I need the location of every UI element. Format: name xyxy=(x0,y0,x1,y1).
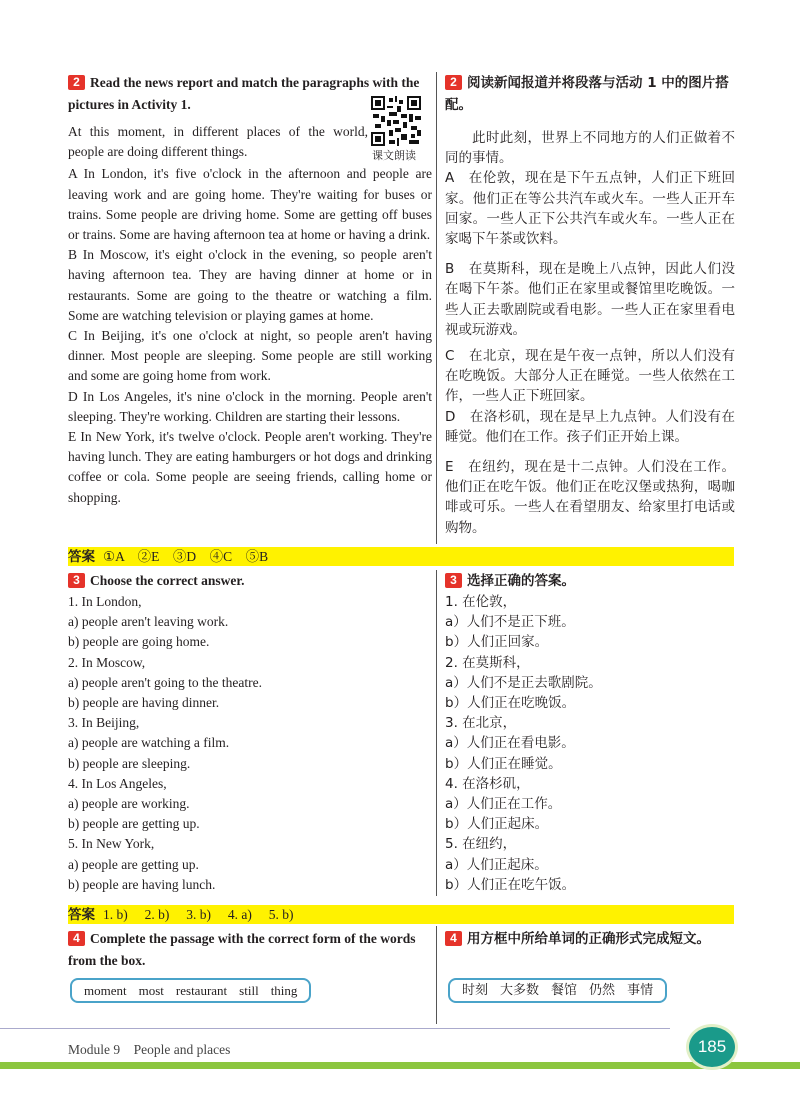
section4-title-zh: 4 用方框中所给单词的正确形式完成短文。 xyxy=(445,928,735,950)
list-item: a）人们正起床。 xyxy=(445,856,548,873)
para-a-en: A In London, it's five o'clock in the afternoon and people are leaving work and are going home. They're waiting for buses or trains. Some people are driving home. Some are getting off buses or trains. Some are having afternoon tea at home or having a drink. xyxy=(68,166,432,243)
word: moment xyxy=(84,983,127,998)
para-e-zh: E 在纽约，现在是十二点钟。人们没在工作。他们正在吃午饭。他们正在吃汉堡或热狗，喝咖啡或可乐。一些人在看望朋友、给家里打电话或购物。 xyxy=(445,459,735,536)
list-item: 5. 在纽约， xyxy=(445,836,517,853)
list-item: a) people are working. xyxy=(68,796,190,812)
para-d-zh: D 在洛杉矶，现在是早上九点钟。人们没有在睡觉。他们在工作。孩子们正开始上课。 xyxy=(445,408,735,445)
footer-module: Module 9 People and places xyxy=(68,1042,231,1057)
list-item: a）人们正在看电影。 xyxy=(445,735,575,752)
section3-title-zh: 3 选择正确的答案。 xyxy=(445,570,735,592)
section2-title-en: 2 Read the news report and match the paragraphs with the pictures in Activity 1. xyxy=(68,75,420,112)
section-number: 4 xyxy=(68,931,85,946)
answer-values: 1. b) 2. b) 3. b) 4. a) 5. b) xyxy=(103,907,294,922)
word-box-en xyxy=(70,978,311,1003)
list-item: 5. In New York, xyxy=(68,836,155,852)
qr-code-icon[interactable] xyxy=(371,96,421,146)
section3-title-en: 3 Choose the correct answer. xyxy=(68,570,432,592)
list-item: 1. In London, xyxy=(68,594,142,609)
list-item: a) people are getting up. xyxy=(68,856,199,872)
list-item: a）人们不是正下班。 xyxy=(445,614,575,631)
list-item: b）人们正在睡觉。 xyxy=(445,755,562,772)
list-item: b) people are having lunch. xyxy=(68,876,216,892)
section-number: 2 xyxy=(445,75,462,90)
list-item: b) people are going home. xyxy=(68,634,210,650)
word: thing xyxy=(270,983,298,998)
list-item: b) people are having dinner. xyxy=(68,695,220,711)
intro-zh: 此时此刻，世界上不同地方的人们正做着不同的事情。 xyxy=(445,130,735,167)
intro-en: At this moment, in different places of the world, people are doing different things. xyxy=(68,124,368,160)
footer-divider xyxy=(0,1028,670,1029)
word: restaurant xyxy=(175,983,228,998)
footer-band xyxy=(0,1062,800,1069)
page-number: 185 xyxy=(686,1024,738,1070)
para-b-zh: B 在莫斯科，现在是晚上八点钟，因此人们没在喝下午茶。他们正在家里或餐馆里吃晚饭。一些人正去歌剧院或看电影。一些人正在家里看电视或玩游戏。 xyxy=(445,261,735,338)
answer-values: ①A ②E ③D ④C ⑤B xyxy=(103,549,269,564)
list-item: b）人们正在吃午饭。 xyxy=(445,876,576,893)
column-divider xyxy=(436,570,437,896)
section-number: 4 xyxy=(445,931,462,946)
answer-bar: 答案 1. b) 2. b) 3. b) 4. a) 5. b) xyxy=(68,905,734,924)
list-item: 4. In Los Angeles, xyxy=(68,775,167,791)
list-item: b）人们正在吃晚饭。 xyxy=(445,695,576,712)
qr-label: 课文朗读 xyxy=(372,149,416,162)
list-item: b) people are sleeping. xyxy=(68,755,191,771)
section2-title-zh: 2 阅读新闻报道并将段落与活动 1 中的图片搭配。 xyxy=(445,75,729,113)
word: still xyxy=(239,983,259,998)
list-item: 3. 在北京， xyxy=(445,715,517,732)
list-item: 2. 在莫斯科， xyxy=(445,654,530,671)
section4-title-en: 4 Complete the passage with the correct form of the words from the box. xyxy=(68,931,416,968)
section4-en xyxy=(68,928,432,972)
list-item: a）人们不是正去歌剧院。 xyxy=(445,674,602,691)
para-c-zh: C 在北京，现在是午夜一点钟，所以人们没有在吃晚饭。大部分人正在睡觉。一些人依然在工作，一些人正下班回家。 xyxy=(445,348,735,405)
section3-en xyxy=(68,570,432,895)
list-item: 1. 在伦敦， xyxy=(445,594,517,610)
list-item: b) people are getting up. xyxy=(68,816,200,832)
word: 餐馆 xyxy=(551,983,578,998)
list-item: 2. In Moscow, xyxy=(68,654,146,670)
para-c-en: C In Beijing, it's one o'clock at night, so people aren't having dinner. Most people are sleeping. Some people are still working and some are going home from work. xyxy=(68,328,432,384)
para-e-en: E In New York, it's twelve o'clock. People aren't working. They're having lunch. They are eating hamburgers or hot dogs and drinking coffee or cola. Some people are seeing friends, calling home or shopping. xyxy=(68,429,432,505)
section-number: 2 xyxy=(68,75,85,90)
list-item: b）人们正回家。 xyxy=(445,634,549,651)
section-number: 3 xyxy=(68,573,85,588)
section-number: 3 xyxy=(445,573,462,588)
section2-zh xyxy=(445,72,735,538)
list-item: a) people aren't leaving work. xyxy=(68,614,229,630)
word: 仍然 xyxy=(589,983,616,998)
section4-zh xyxy=(445,928,735,950)
column-divider xyxy=(436,72,437,544)
para-b-en: B In Moscow, it's eight o'clock in the evening, so people aren't having afternoon tea. They are having dinner at home or in restaurants. Some are going to the theatre or watching a film. Some are watching television or playing games at home. xyxy=(68,247,432,323)
para-d-en: D In Los Angeles, it's nine o'clock in the morning. People aren't sleeping. They're working. Children are starting their lessons. xyxy=(68,388,432,424)
word-box-zh xyxy=(448,978,667,1003)
list-item: a) people aren't going to the theatre. xyxy=(68,674,262,690)
column-divider xyxy=(436,926,437,1024)
list-item: 3. In Beijing, xyxy=(68,715,140,731)
word: 大多数 xyxy=(500,983,540,998)
list-item: 4. 在洛杉矶， xyxy=(445,775,530,792)
list-item: a）人们正在工作。 xyxy=(445,796,562,813)
section3-zh xyxy=(445,570,735,895)
list-item: b）人们正起床。 xyxy=(445,816,549,833)
word: 时刻 xyxy=(462,983,489,998)
word: most xyxy=(138,983,164,998)
list-item: a) people are watching a film. xyxy=(68,735,230,751)
word: 事情 xyxy=(627,983,654,998)
para-a-zh: A 在伦敦，现在是下午五点钟，人们正下班回家。他们正在等公共汽车或火车。一些人正开车回家。一些人正下公共汽车或火车。一些人正在家喝下午茶或饮料。 xyxy=(445,170,735,248)
answer-bar: 答案 ①A ②E ③D ④C ⑤B xyxy=(68,547,734,566)
